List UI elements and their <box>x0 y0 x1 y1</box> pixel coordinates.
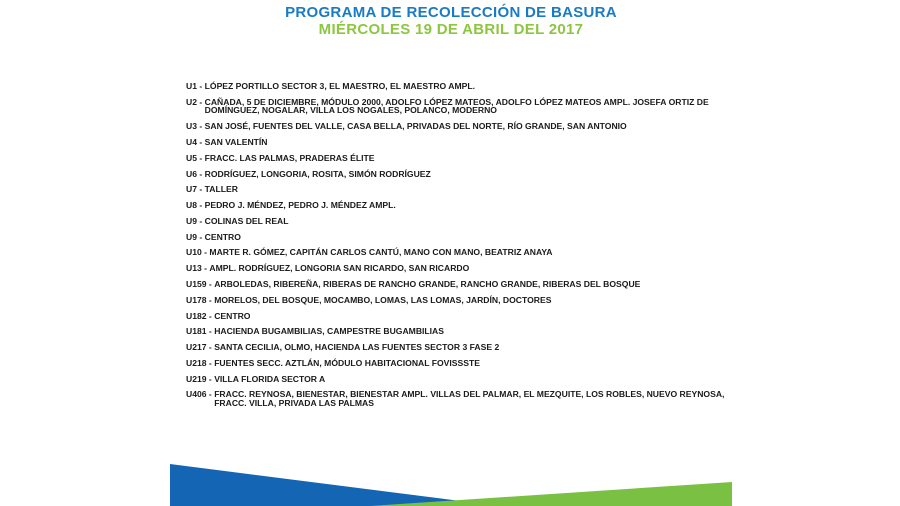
route-code: U10 <box>186 247 202 258</box>
route-code: U4 <box>186 136 197 147</box>
route-code: U13 <box>186 263 202 274</box>
route-row <box>186 201 726 210</box>
route-separator: - <box>197 81 205 91</box>
route-areas: SANTA CECILIA, OLMO, HACIENDA LAS FUENTES SECTOR 3 FASE 2 <box>214 342 500 353</box>
route-row <box>186 248 726 257</box>
route-row <box>186 312 726 321</box>
route-code: U5 <box>186 152 197 163</box>
route-areas: HACIENDA BUGAMBILIAS, CAMPESTRE BUGAMBILIAS <box>214 326 444 337</box>
route-separator: - <box>206 278 215 289</box>
route-row <box>186 82 726 91</box>
route-separator: - <box>197 231 205 242</box>
route-row <box>186 138 726 147</box>
route-row <box>186 327 726 336</box>
poster-title: PROGRAMA DE RECOLECCIÓN DE BASURA <box>285 4 617 21</box>
route-code: U406 <box>186 389 207 400</box>
route-areas: COLINAS DEL REAL <box>204 215 289 226</box>
route-code: U9 <box>186 215 197 226</box>
route-areas: ARBOLEDAS, RIBEREÑA, RIBERAS DE RANCHO GRANDE, RANCHO GRANDE, RIBERAS DEL BOSQUE <box>214 278 641 289</box>
route-code: U9 <box>186 231 197 242</box>
route-row <box>186 343 726 352</box>
route-areas: CENTRO <box>204 231 241 242</box>
route-areas: AMPL. RODRÍGUEZ, LONGORIA SAN RICARDO, SAN RICARDO <box>209 263 470 274</box>
route-areas: CENTRO <box>214 310 251 321</box>
route-areas: MARTE R. GÓMEZ, CAPITÁN CARLOS CANTÚ, MANO CON MANO, BEATRIZ ANAYA <box>209 247 553 258</box>
route-separator: - <box>197 152 205 163</box>
route-areas: CAÑADA, 5 DE DICIEMBRE, MÓDULO 2000, ADOLFO LÓPEZ MATEOS, ADOLFO LÓPEZ MATEOS AMPL. JOSEFA ORTIZ DE DOMÍNGUEZ, NOGALAR, VILLA LOS NOGALES, POLANCO, MODERNO <box>204 96 709 116</box>
route-areas: FRACC. LAS PALMAS, PRADERAS ÉLITE <box>204 152 375 163</box>
route-separator: - <box>206 310 215 321</box>
route-areas: SAN JOSÉ, FUENTES DEL VALLE, CASA BELLA, PRIVADAS DEL NORTE, RÍO GRANDE, SAN ANTONIO <box>204 121 627 132</box>
schedule-poster <box>170 0 732 506</box>
route-separator: - <box>197 168 205 179</box>
route-separator: - <box>197 136 205 147</box>
route-row <box>186 185 726 194</box>
route-areas: MORELOS, DEL BOSQUE, MOCAMBO, LOMAS, LAS LOMAS, JARDÍN, DOCTORES <box>214 294 552 305</box>
route-row <box>186 170 726 179</box>
route-row <box>186 264 726 273</box>
decorative-footer-stripes <box>170 456 732 506</box>
route-code: U8 <box>186 200 197 211</box>
route-row <box>186 122 726 131</box>
route-separator: - <box>197 121 205 132</box>
route-code: U159 <box>186 278 207 289</box>
route-code: U1 <box>186 81 197 91</box>
route-code: U219 <box>186 373 207 384</box>
route-row <box>186 154 726 163</box>
route-separator: - <box>206 357 215 368</box>
route-code: U217 <box>186 342 207 353</box>
route-code: U6 <box>186 168 197 179</box>
route-code: U182 <box>186 310 207 321</box>
route-row <box>186 359 726 368</box>
route-separator: - <box>206 342 215 353</box>
route-code: U181 <box>186 326 207 337</box>
route-areas: VILLA FLORIDA SECTOR A <box>214 373 326 384</box>
route-row <box>186 233 726 242</box>
poster-date: MIÉRCOLES 19 DE ABRIL DEL 2017 <box>318 21 584 38</box>
route-separator: - <box>206 326 215 337</box>
route-separator: - <box>201 247 210 258</box>
route-code: U3 <box>186 121 197 132</box>
route-areas: SAN VALENTÍN <box>204 136 268 147</box>
route-areas: RODRÍGUEZ, LONGORIA, ROSITA, SIMÓN RODRÍGUEZ <box>204 168 431 179</box>
route-row <box>186 296 726 305</box>
route-areas: TALLER <box>204 184 238 195</box>
route-separator: - <box>197 200 205 211</box>
route-areas: PEDRO J. MÉNDEZ, PEDRO J. MÉNDEZ AMPL. <box>204 200 396 211</box>
route-row <box>186 280 726 289</box>
route-separator: - <box>206 389 215 400</box>
route-code: U178 <box>186 294 207 305</box>
route-code: U218 <box>186 357 207 368</box>
route-row <box>186 390 726 407</box>
footer-blue-band <box>170 464 500 506</box>
route-code: U2 <box>186 96 197 107</box>
route-separator: - <box>197 184 205 195</box>
route-row <box>186 375 726 384</box>
route-areas: FUENTES SECC. AZTLÁN, MÓDULO HABITACIONAL FOVISSSTE <box>214 357 480 368</box>
route-separator: - <box>197 215 205 226</box>
route-areas: LÓPEZ PORTILLO SECTOR 3, EL MAESTRO, EL MAESTRO AMPL. <box>204 81 476 91</box>
route-list <box>186 82 726 415</box>
route-separator: - <box>206 294 215 305</box>
route-code: U7 <box>186 184 197 195</box>
route-separator: - <box>197 96 205 107</box>
route-areas: FRACC. REYNOSA, BIENESTAR, BIENESTAR AMPL. VILLAS DEL PALMAR, EL MEZQUITE, LOS ROBLES, NUEVO REYNOSA, FRACC. VILLA, PRIVADA LAS PALMAS <box>214 389 725 409</box>
route-row <box>186 217 726 226</box>
route-separator: - <box>201 263 210 274</box>
route-separator: - <box>206 373 215 384</box>
route-row <box>186 98 726 115</box>
